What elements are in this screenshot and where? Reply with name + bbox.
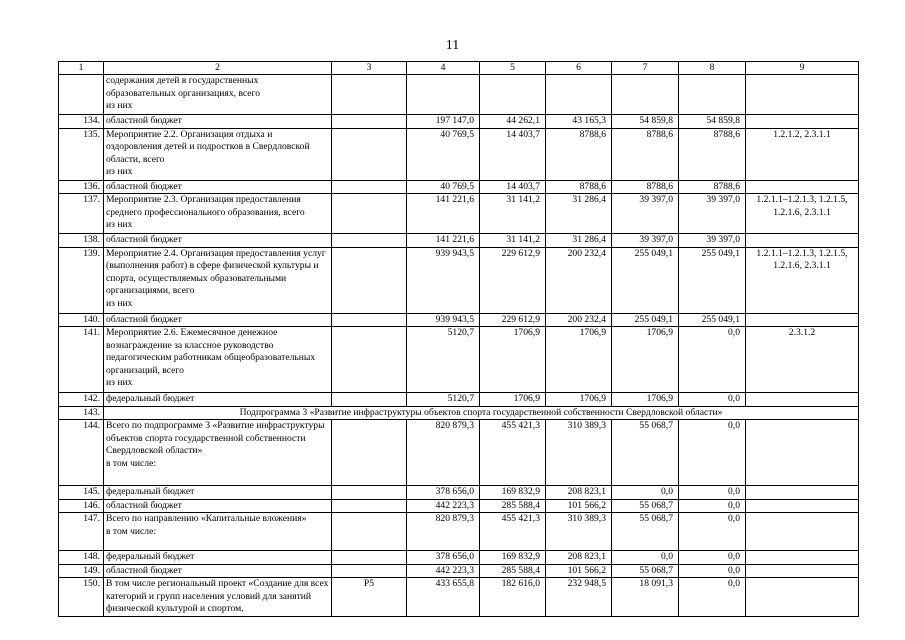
value-year-4: 0,0	[679, 327, 746, 393]
value-total: 442 223,3	[407, 499, 480, 513]
row-code	[332, 247, 407, 313]
value-year-1: 169 832,9	[480, 551, 546, 565]
row-number: 142.	[59, 393, 104, 407]
value-total: 378 656,0	[407, 486, 480, 500]
column-header: 7	[612, 62, 679, 75]
value-year-3: 18 091,3	[612, 578, 679, 617]
value-total: 433 655,8	[407, 578, 480, 617]
value-year-4: 255 049,1	[679, 247, 746, 313]
table-row	[59, 327, 859, 393]
row-number	[59, 75, 104, 115]
value-year-3: 55 068,7	[612, 420, 679, 486]
row-code	[332, 115, 407, 129]
value-total: 442 223,3	[407, 564, 480, 578]
target-reference: 1.2.1.1–1.2.1.3, 1.2.1.5, 1.2.1.6, 2.3.1.1	[746, 247, 859, 313]
row-name: федеральный бюджет	[104, 486, 332, 500]
target-reference	[746, 75, 859, 115]
row-number: 134.	[59, 115, 104, 129]
table-row	[59, 486, 859, 500]
column-header: 1	[59, 62, 104, 75]
value-total: 820 879,3	[407, 420, 480, 486]
value-total: 141 221,6	[407, 234, 480, 248]
row-number: 146.	[59, 499, 104, 513]
value-total: 40 769,5	[407, 128, 480, 180]
value-year-2: 1706,9	[546, 393, 612, 407]
target-reference	[746, 420, 859, 486]
value-year-3: 55 068,7	[612, 513, 679, 551]
value-total: 378 656,0	[407, 551, 480, 565]
value-year-1: 169 832,9	[480, 486, 546, 500]
value-year-1: 285 588,4	[480, 564, 546, 578]
row-number: 150.	[59, 578, 104, 617]
value-year-1: 455 421,3	[480, 513, 546, 551]
value-year-4: 0,0	[679, 420, 746, 486]
value-year-2: 310 389,3	[546, 513, 612, 551]
target-reference	[746, 499, 859, 513]
column-header: 4	[407, 62, 480, 75]
value-year-1: 182 616,0	[480, 578, 546, 617]
value-year-1: 229 612,9	[480, 247, 546, 313]
row-name: В том числе региональный проект «Создание для всех категорий и групп населения условий для занятий физической культурой и спортом,	[104, 578, 332, 617]
value-year-4: 8788,6	[679, 180, 746, 194]
value-year-3: 54 859,8	[612, 115, 679, 129]
value-year-2	[546, 75, 612, 115]
table-row	[59, 180, 859, 194]
value-year-4: 54 859,8	[679, 115, 746, 129]
table-row	[59, 194, 859, 234]
value-total: 820 879,3	[407, 513, 480, 551]
value-year-3: 39 397,0	[612, 234, 679, 248]
value-year-4: 0,0	[679, 578, 746, 617]
value-year-3: 255 049,1	[612, 247, 679, 313]
table-row	[59, 247, 859, 313]
value-total: 939 943,5	[407, 247, 480, 313]
row-number: 139.	[59, 247, 104, 313]
row-code	[332, 420, 407, 486]
value-total	[407, 75, 480, 115]
row-code	[332, 551, 407, 565]
value-year-4: 0,0	[679, 513, 746, 551]
column-header: 9	[746, 62, 859, 75]
row-number: 147.	[59, 513, 104, 551]
row-code	[332, 313, 407, 327]
value-year-2: 200 232,4	[546, 313, 612, 327]
value-year-4	[679, 75, 746, 115]
table-row	[59, 128, 859, 180]
row-code	[332, 180, 407, 194]
value-year-1: 285 588,4	[480, 499, 546, 513]
value-year-4: 0,0	[679, 499, 746, 513]
target-reference	[746, 313, 859, 327]
row-number: 144.	[59, 420, 104, 486]
row-code	[332, 513, 407, 551]
row-name: федеральный бюджет	[104, 393, 332, 407]
row-name: областной бюджет	[104, 234, 332, 248]
target-reference	[746, 393, 859, 407]
row-number: 141.	[59, 327, 104, 393]
row-code	[332, 486, 407, 500]
row-name: Мероприятие 2.2. Организация отдыха и оздоровления детей и подростков в Свердловской области, всего из них	[104, 128, 332, 180]
value-year-4: 255 049,1	[679, 313, 746, 327]
row-code	[332, 499, 407, 513]
row-number: 138.	[59, 234, 104, 248]
table-row	[59, 115, 859, 129]
value-year-2: 101 566,2	[546, 564, 612, 578]
value-year-1: 1706,9	[480, 327, 546, 393]
row-code	[332, 564, 407, 578]
table-row	[59, 551, 859, 565]
value-year-3: 1706,9	[612, 393, 679, 407]
column-header: 2	[104, 62, 332, 75]
row-number: 148.	[59, 551, 104, 565]
value-total: 5120,7	[407, 327, 480, 393]
value-year-3: 39 397,0	[612, 194, 679, 234]
row-code	[332, 75, 407, 115]
column-header: 5	[480, 62, 546, 75]
row-name: федеральный бюджет	[104, 551, 332, 565]
table-row	[59, 564, 859, 578]
value-year-3: 255 049,1	[612, 313, 679, 327]
target-reference	[746, 115, 859, 129]
value-year-4: 39 397,0	[679, 194, 746, 234]
table-row	[59, 393, 859, 407]
value-year-1	[480, 75, 546, 115]
value-year-2: 208 823,1	[546, 486, 612, 500]
target-reference	[746, 513, 859, 551]
value-year-4: 0,0	[679, 486, 746, 500]
value-year-4: 0,0	[679, 393, 746, 407]
row-name: областной бюджет	[104, 564, 332, 578]
value-year-1: 14 403,7	[480, 180, 546, 194]
row-number: 135.	[59, 128, 104, 180]
value-year-3: 8788,6	[612, 180, 679, 194]
table-row	[59, 313, 859, 327]
column-header: 3	[332, 62, 407, 75]
value-year-2: 208 823,1	[546, 551, 612, 565]
value-total: 40 769,5	[407, 180, 480, 194]
value-year-3: 55 068,7	[612, 564, 679, 578]
value-year-3: 0,0	[612, 551, 679, 565]
row-name: областной бюджет	[104, 499, 332, 513]
target-reference	[746, 551, 859, 565]
row-code	[332, 327, 407, 393]
row-name: Всего по подпрограмме 3 «Развитие инфраструктуры объектов спорта государственной собственности Свердловской области» в том числе:	[104, 420, 332, 486]
row-number: 140.	[59, 313, 104, 327]
table-row	[59, 234, 859, 248]
table-row	[59, 75, 859, 115]
section-title: Подпрограмма 3 «Развитие инфраструктуры объектов спорта государственной собственности Свердловской области»	[104, 406, 859, 420]
target-reference: 1.2.1.2, 2.3.1.1	[746, 128, 859, 180]
header-row	[59, 62, 859, 75]
row-number: 145.	[59, 486, 104, 500]
table-row	[59, 513, 859, 551]
row-name: Всего по направлению «Капитальные вложения» в том числе:	[104, 513, 332, 551]
row-code	[332, 128, 407, 180]
row-name: областной бюджет	[104, 180, 332, 194]
value-year-2: 43 165,3	[546, 115, 612, 129]
value-year-2: 8788,6	[546, 128, 612, 180]
row-code	[332, 194, 407, 234]
value-year-4: 8788,6	[679, 128, 746, 180]
value-year-2: 1706,9	[546, 327, 612, 393]
row-code	[332, 234, 407, 248]
column-header: 8	[679, 62, 746, 75]
value-year-1: 31 141,2	[480, 194, 546, 234]
target-reference	[746, 564, 859, 578]
value-year-3: 55 068,7	[612, 499, 679, 513]
value-year-1: 44 262,1	[480, 115, 546, 129]
target-reference	[746, 234, 859, 248]
value-year-1: 455 421,3	[480, 420, 546, 486]
value-total: 197 147,0	[407, 115, 480, 129]
value-year-4: 0,0	[679, 564, 746, 578]
row-number: 149.	[59, 564, 104, 578]
row-name: Мероприятие 2.3. Организация предоставления среднего профессионального образования, всего из них	[104, 194, 332, 234]
value-year-1: 1706,9	[480, 393, 546, 407]
row-name: областной бюджет	[104, 313, 332, 327]
value-year-4: 0,0	[679, 551, 746, 565]
value-year-2: 31 286,4	[546, 234, 612, 248]
row-name: Мероприятие 2.4. Организация предоставления услуг (выполнения работ) в сфере физической культуры и спорта, осуществляемых образовательными организациями, всего из них	[104, 247, 332, 313]
row-code	[332, 393, 407, 407]
value-year-2: 232 948,5	[546, 578, 612, 617]
table-row	[59, 578, 859, 617]
value-year-2: 101 566,2	[546, 499, 612, 513]
target-reference	[746, 180, 859, 194]
value-year-2: 31 286,4	[546, 194, 612, 234]
value-total: 141 221,6	[407, 194, 480, 234]
table-body	[59, 75, 859, 617]
value-year-3	[612, 75, 679, 115]
value-total: 5120,7	[407, 393, 480, 407]
value-year-2: 8788,6	[546, 180, 612, 194]
row-name: содержания детей в государственных образовательных организациях, всего из них	[104, 75, 332, 115]
value-year-1: 14 403,7	[480, 128, 546, 180]
table-row	[59, 420, 859, 486]
target-reference: 1.2.1.1–1.2.1.3, 1.2.1.5, 1.2.1.6, 2.3.1.1	[746, 194, 859, 234]
value-total: 939 943,5	[407, 313, 480, 327]
value-year-3: 8788,6	[612, 128, 679, 180]
row-number: 136.	[59, 180, 104, 194]
target-reference	[746, 578, 859, 617]
target-reference	[746, 486, 859, 500]
page-number: 11	[445, 38, 460, 53]
row-name: областной бюджет	[104, 115, 332, 129]
row-number: 143.	[59, 406, 104, 420]
value-year-3: 0,0	[612, 486, 679, 500]
value-year-3: 1706,9	[612, 327, 679, 393]
value-year-2: 200 232,4	[546, 247, 612, 313]
target-reference: 2.3.1.2	[746, 327, 859, 393]
value-year-1: 229 612,9	[480, 313, 546, 327]
value-year-1: 31 141,2	[480, 234, 546, 248]
value-year-2: 310 389,3	[546, 420, 612, 486]
row-number: 137.	[59, 194, 104, 234]
row-code: P5	[332, 578, 407, 617]
column-header: 6	[546, 62, 612, 75]
table-row	[59, 406, 859, 420]
budget-table	[58, 61, 859, 617]
row-name: Мероприятие 2.6. Ежемесячное денежное вознаграждение за классное руководство педагогическим работникам общеобразовательных организаций, всего из них	[104, 327, 332, 393]
table-row	[59, 499, 859, 513]
value-year-4: 39 397,0	[679, 234, 746, 248]
